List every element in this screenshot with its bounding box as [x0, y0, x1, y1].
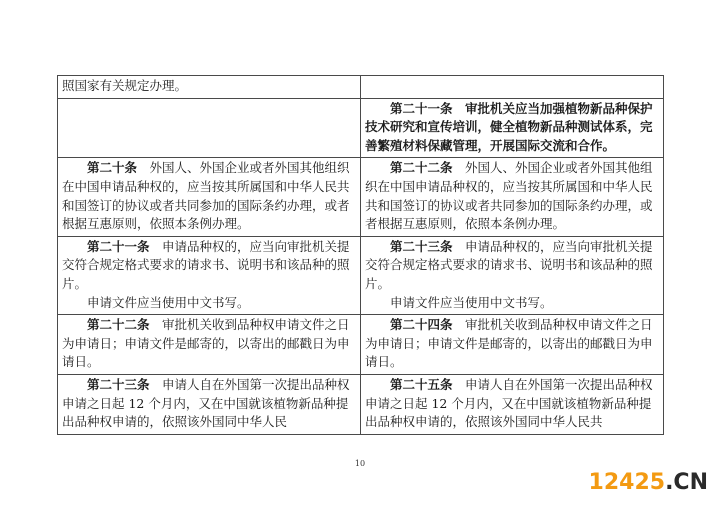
- old-version-cell: [58, 98, 361, 158]
- table-row: [58, 98, 664, 158]
- new-version-cell: [361, 315, 664, 375]
- article-number: 第二十四条: [390, 317, 453, 333]
- comparison-table-body: [58, 76, 664, 435]
- old-version-cell: [58, 158, 361, 236]
- article-text: 申请品种权的，应当向审批机关提交符合规定格式要求的请求书、说明书和该品种的照片。: [365, 238, 653, 291]
- page-number: 10: [354, 459, 366, 468]
- article-text: 申请品种权的，应当向审批机关提交符合规定格式要求的请求书、说明书和该品种的照片。: [62, 238, 350, 291]
- old-version-cell: [58, 315, 361, 375]
- article-text: 照国家有关规定办理。: [62, 78, 188, 93]
- article-text: 外国人、外国企业或者外国其他组织在中国申请品种权的，应当按其所属国和中华人民共和国签订的协议或者共同参加的国际条约办理，或者根据互惠原则，依照本条例办理。: [62, 160, 350, 232]
- article-number: 第二十一条: [390, 100, 453, 116]
- article-number: 第二十一条: [87, 238, 150, 254]
- watermark-domain: .CN: [665, 470, 708, 495]
- old-version-cell: [58, 76, 361, 99]
- new-version-cell: [361, 76, 664, 99]
- article-text: 申请文件应当使用中文书写。: [87, 294, 250, 310]
- article-paragraph: [62, 77, 356, 96]
- article-number: 第二十三条: [390, 238, 453, 254]
- article-paragraph: [365, 238, 659, 294]
- article-text: 申请人自在外国第一次提出品种权申请之日起 12 个月内，又在中国就该植物新品种提出品种权申请的，依照该外国同中华人民共: [365, 376, 653, 430]
- article-paragraph: [62, 238, 356, 294]
- article-text: 审批机关收到品种权申请文件之日为申请日；申请文件是邮寄的，以寄出的邮戳日为申请日。: [365, 317, 653, 370]
- article-number: 第二十二条: [87, 317, 150, 333]
- article-number: 第二十二条: [390, 160, 453, 176]
- new-version-cell: [361, 374, 664, 434]
- article-text: 申请人自在外国第一次提出品种权申请之日起 12 个月内，又在中国就该植物新品种提出品种权申请的，依照该外国同中华人民: [62, 376, 350, 430]
- old-version-cell: [58, 236, 361, 314]
- table-row: [58, 315, 664, 375]
- article-paragraph: [365, 316, 659, 372]
- article-text: 外国人、外国企业或者外国其他组织在中国申请品种权的，应当按其所属国和中华人民共和国签订的协议或者共同参加的国际条约办理，或者根据互惠原则，依照本条例办理。: [365, 160, 653, 232]
- new-version-cell: [361, 98, 664, 158]
- article-number: 第二十三条: [87, 376, 150, 392]
- watermark-number: 12425: [588, 470, 666, 495]
- new-version-cell: [361, 236, 664, 314]
- article-paragraph: [365, 159, 659, 233]
- article-paragraph: [365, 376, 659, 432]
- article-paragraph: [62, 316, 356, 372]
- table-row: [58, 158, 664, 236]
- article-text: 申请文件应当使用中文书写。: [390, 294, 553, 310]
- article-paragraph: [365, 100, 659, 156]
- watermark-logo: [589, 470, 708, 495]
- comparison-table: [57, 75, 664, 435]
- table-row: [58, 374, 664, 434]
- new-version-cell: [361, 158, 664, 236]
- article-text: 审批机关收到品种权申请文件之日为申请日；申请文件是邮寄的，以寄出的邮戳日为申请日。: [62, 317, 350, 370]
- article-paragraph: [62, 376, 356, 432]
- article-number: 第二十五条: [390, 376, 453, 392]
- table-row: [58, 76, 664, 99]
- old-version-cell: [58, 374, 361, 434]
- table-row: [58, 236, 664, 314]
- article-text: 审批机关应当加强植物新品种保护技术研究和宣传培训，健全植物新品种测试体系，完善繁殖材料保藏管理，开展国际交流和合作。: [365, 100, 653, 153]
- article-paragraph: [62, 159, 356, 233]
- article-paragraph: [365, 294, 659, 313]
- article-number: 第二十条: [87, 160, 138, 176]
- article-paragraph: [62, 294, 356, 313]
